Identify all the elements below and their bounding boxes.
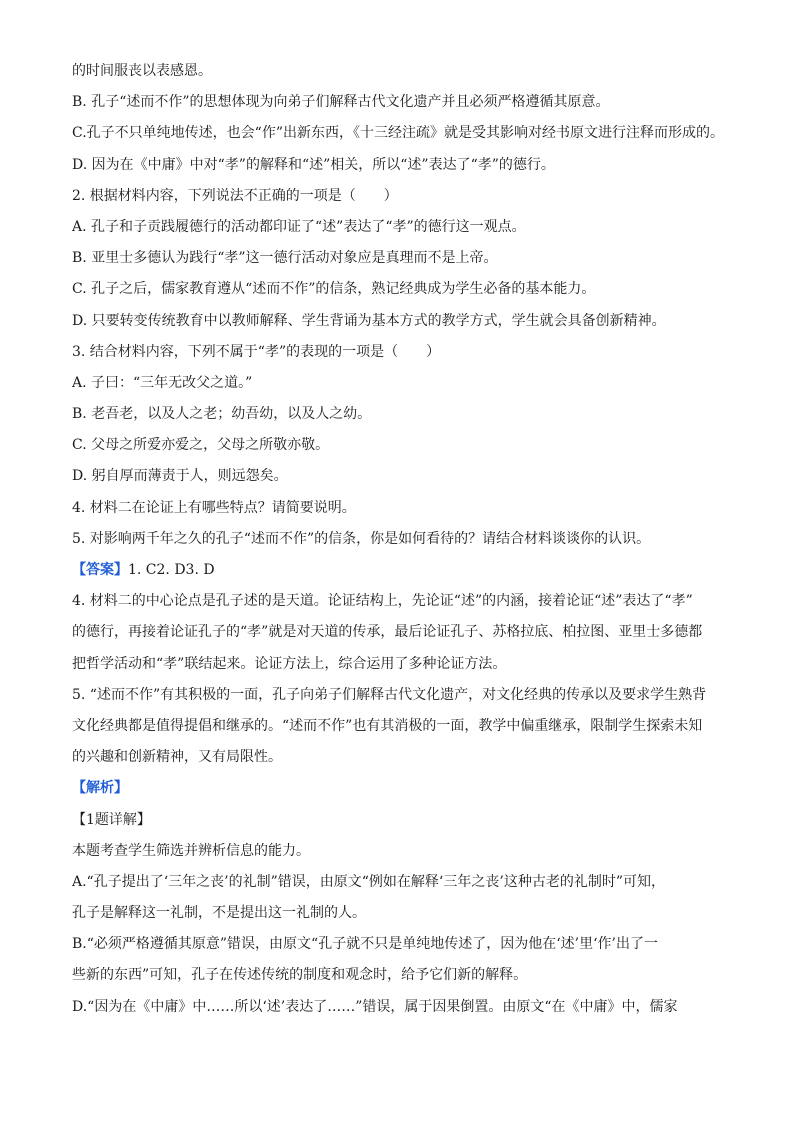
option-d-line: D. 因为在《中庸》中对“孝”的解释和“述”相关，所以“述”表达了“孝”的德行。 xyxy=(72,156,555,173)
document-page xyxy=(72,56,732,1023)
question-4: 4. 材料二在论证上有哪些特点？请简要说明。 xyxy=(72,499,356,516)
analysis-subheading: 【1题详解】 xyxy=(72,811,151,828)
option-c-line: C.孔子不只单纯地传述，也会“作”出新东西，《十三经注疏》就是受其影响对经书原文进行注释而形成的。 xyxy=(72,125,724,142)
answer-line: 的德行，再接着论证孔子的“孝”就是对天道的传承，最后论证孔子、苏格拉底、柏拉图、亚里士多德都 xyxy=(72,624,703,641)
analysis-line: D.“因为在《中庸》中……所以‘述’表达了……”错误，属于因果倒置。由原文“在《中庸》中，儒家 xyxy=(72,998,678,1015)
q2-option-d: D. 只要转变传统教育中以教师解释、学生背诵为基本方式的教学方式，学生就会具备创新精神。 xyxy=(72,312,666,329)
answer-line: 4. 材料二的中心论点是孔子述的是天道。论证结构上，先论证“述”的内涵，接着论证“述”表达了“孝” xyxy=(72,593,693,610)
question-2: 2. 根据材料内容，下列说法不正确的一项是（ ） xyxy=(72,187,398,204)
analysis-line: A.“孔子提出了‘三年之丧’的礼制”错误，由原文“例如在解释‘三年之丧’这种古老的礼制时”可知， xyxy=(72,873,665,890)
analysis-line: 本题考查学生筛选并辨析信息的能力。 xyxy=(72,842,310,859)
analysis-line: B.“必须严格遵循其原意”错误，由原文“孔子就不只是单纯地传述了，因为他在‘述’里‘作’出了一 xyxy=(72,936,659,953)
question-5: 5. 对影响两千年之久的孔子“述而不作”的信条，你是如何看待的？请结合材料谈谈你的认识。 xyxy=(72,530,651,547)
q3-option-b: B. 老吾老，以及人之老；幼吾幼，以及人之幼。 xyxy=(72,406,372,423)
analysis-row xyxy=(72,773,732,804)
text-line: 的时间服丧以表感恩。 xyxy=(72,63,212,79)
q2-option-a: A. 孔子和子贡践履德行的活动都印证了“述”表达了“孝”的德行这一观点。 xyxy=(72,218,526,235)
answer-line: 的兴趣和创新精神，又有局限性。 xyxy=(72,749,282,766)
answer-line: 文化经典都是值得提倡和继承的。“述而不作”也有其消极的一面，教学中偏重继承，限制学生探索未知 xyxy=(72,717,703,734)
q2-option-c: C. 孔子之后，儒家教育遵从“述而不作”的信条，熟记经典成为学生必备的基本能力。 xyxy=(72,281,596,298)
q2-option-b: B. 亚里士多德认为践行“孝”这一德行活动对象应是真理而不是上帝。 xyxy=(72,250,498,267)
answer-label: 【答案】 xyxy=(72,562,128,578)
analysis-label: 【解析】 xyxy=(72,780,128,797)
answer-row xyxy=(72,555,732,586)
q3-option-d: D. 躬自厚而薄责于人，则远怨矣。 xyxy=(72,468,288,485)
answer-line: 5. “述而不作”有其积极的一面，孔子向弟子们解释古代文化遗产，对文化经典的传承以及要求学生熟背 xyxy=(72,686,707,703)
answer-text: 1. C2. D3. D xyxy=(128,562,215,578)
q3-option-c: C. 父母之所爱亦爱之，父母之所敬亦敬。 xyxy=(72,437,330,454)
q3-option-a: A. 子曰：“三年无改父之道。” xyxy=(72,374,253,391)
question-3: 3. 结合材料内容，下列不属于“孝”的表现的一项是（ ） xyxy=(72,343,441,360)
analysis-line: 孔子是解释这一礼制，不是提出这一礼制的人。 xyxy=(72,905,366,922)
analysis-line: 些新的东西”可知，孔子在传述传统的制度和观念时，给予它们新的解释。 xyxy=(72,967,528,984)
option-b-line: B. 孔子“述而不作”的思想体现为向弟子们解释古代文化遗产并且必须严格遵循其原意。 xyxy=(72,94,610,111)
answer-line: 把哲学活动和“孝”联结起来。论证方法上，综合运用了多种论证方法。 xyxy=(72,655,507,672)
